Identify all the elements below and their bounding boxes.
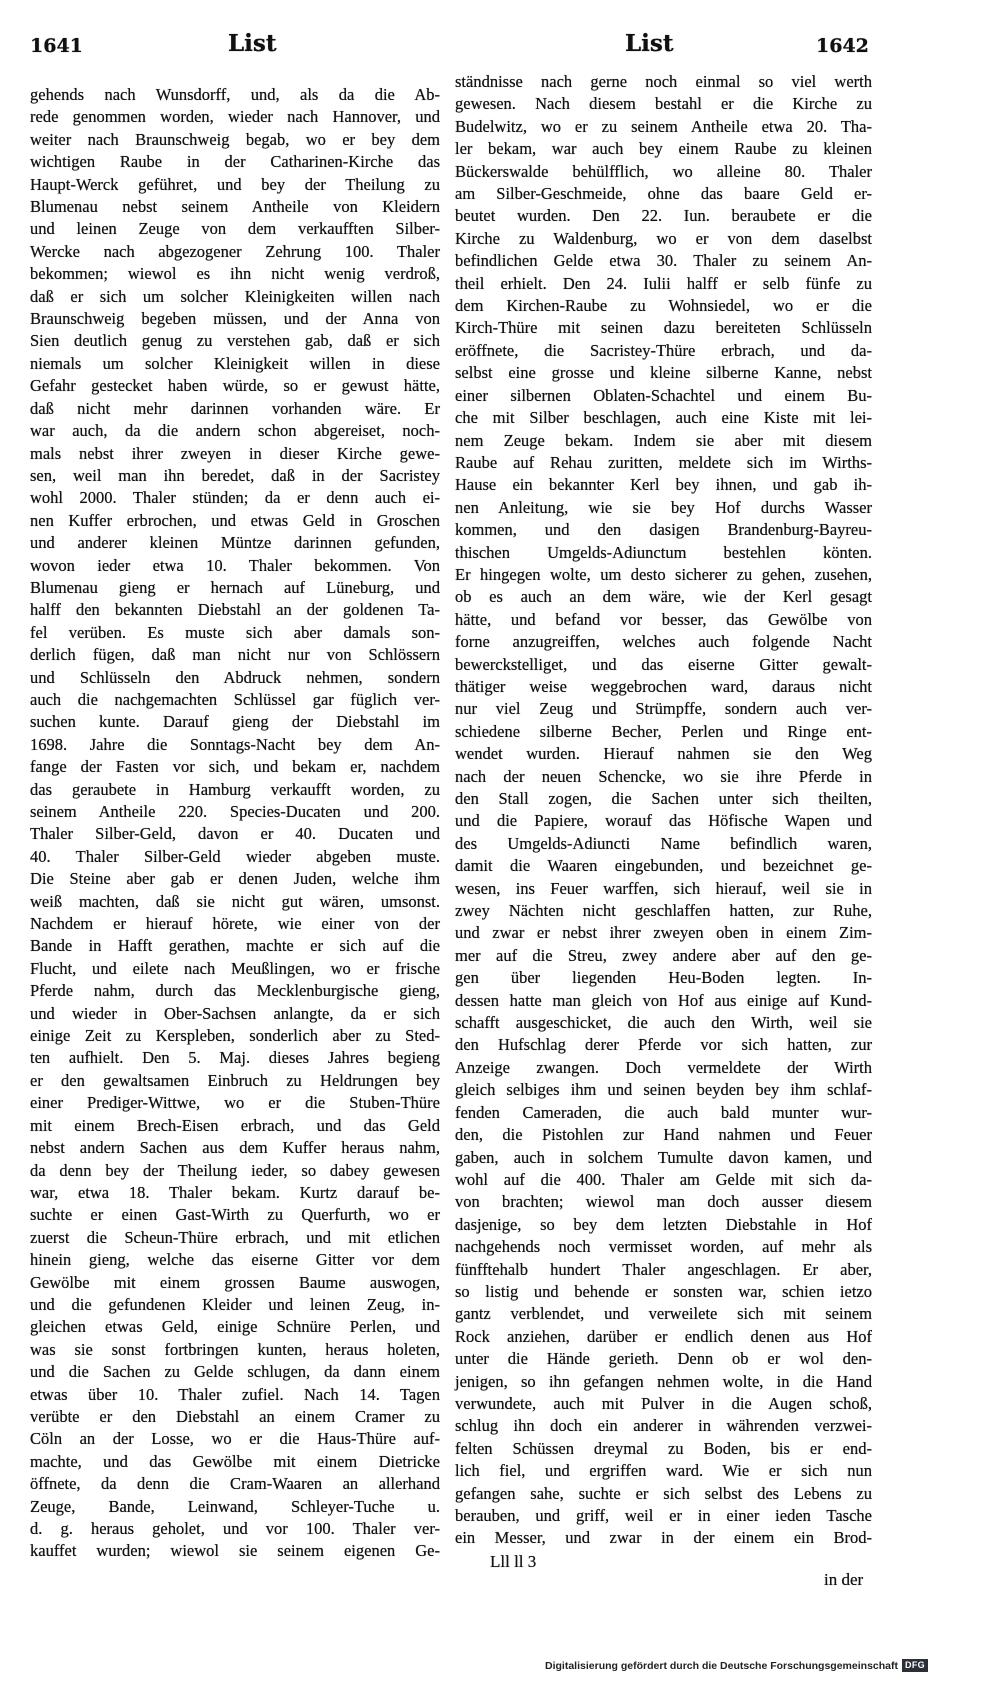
signature-mark: Lll ll 3 (490, 1552, 537, 1571)
digitization-footer (500, 1659, 928, 1672)
text-line: Blumenau nebst seinem Antheile von Kleidern (30, 197, 440, 217)
text-line: Blumenau gieng er hernach auf Lüneburg, und (30, 577, 440, 597)
text-line: gewesen. Nach diesem bestahl er die Kirche zu (455, 94, 872, 114)
page-number-left: 1641 (30, 35, 83, 57)
text-line: öffnete, da denn die Cram-Waaren an allerhand (30, 1474, 440, 1494)
text-line: und die gefundenen Kleider und leinen Zeug, in- (30, 1294, 440, 1314)
text-line: befindlichen Gelde etwa 30. Thaler zu seinem An- (455, 251, 872, 271)
text-line: forne anzugreiffen, welches auch folgende Nacht (455, 632, 872, 652)
text-line: gehends nach Wunsdorff, und, als da die Ab- (30, 85, 440, 104)
text-line: gen über liegenden Heu-Boden legten. In- (455, 968, 872, 988)
text-line: so listig und behende er sonsten war, schien ietzo (455, 1281, 872, 1301)
text-line: Nachdem er hierauf hörete, wie einer von der (30, 914, 440, 934)
text-line: Bückerswalde behülfflich, wo alleine 80. Thaler (455, 161, 872, 181)
text-line: war, etwa 18. Thaler bekam. Kurtz darauf be- (30, 1182, 440, 1202)
text-line: einige Zeit zu Kerspleben, sonderlich aber zu Sted- (30, 1026, 440, 1046)
text-line: gantz verblendet, und verweilete sich mit seinem (455, 1304, 872, 1324)
text-line: verübte er den Diebstahl an einem Cramer zu (30, 1406, 440, 1426)
text-line: einer silbernen Oblaten-Schachtel und einem Bu- (455, 385, 872, 405)
text-line: daß er sich um solcher Kleinigkeiten willen nach (30, 286, 440, 306)
text-line: nen Kuffer erbrochen, und etwas Geld in Groschen (30, 510, 440, 530)
text-line: von brachten; wiewol man doch ausser diesem (455, 1192, 872, 1212)
text-line: verwundete, auch mit Pulver in die Augen schoß, (455, 1393, 872, 1413)
text-line: des Umgelds-Adiuncti Name befindlich waren, (455, 833, 872, 853)
text-line: niemals um solcher Kleinigkeit willen in diese (30, 353, 440, 373)
text-line: wohl 2000. Thaler stünden; da er denn auch ei- (30, 488, 440, 508)
text-line: Gewölbe mit einem grossen Baume auswogen, (30, 1272, 440, 1292)
text-line: bewerckstelliget, und das eiserne Gitter gewalt- (455, 654, 872, 674)
text-line: und zwar er nebst ihrer zweyen oben in einem Zim- (455, 923, 872, 943)
text-line: und leinen Zeuge von dem verkaufften Silber- (30, 219, 440, 239)
text-line: Haupt-Werck geführet, und bey der Theilung zu (30, 174, 440, 194)
text-line: mals nebst ihrer zweyen in dieser Kirche gewe- (30, 443, 440, 463)
text-line: ein Messer, und zwar in der einem ein Brod- (455, 1528, 872, 1548)
text-line: jenigen, so ihn gefangen nehmen wolte, in die Hand (455, 1371, 872, 1391)
text-line: und die Sachen zu Gelde schlugen, da dann einem (30, 1362, 440, 1382)
text-line: wendet wurden. Hierauf nahmen sie den Weg (455, 744, 872, 764)
text-line: kommen, und den dasigen Brandenburg-Bayreu- (455, 520, 872, 540)
text-line: selbst eine grosse und kleine silberne Kanne, nebst (455, 363, 872, 383)
text-line: theil erhielt. Den 24. Iulii halff er selb fünfe zu (455, 273, 872, 293)
column-header-right: List (625, 30, 674, 57)
text-line: unter die Hände gerieth. Denn ob er wol den- (455, 1349, 872, 1369)
text-line: weiß machten, daß sie nicht gut wären, umsonst. (30, 891, 440, 911)
text-line: fünfftehalb hundert Thaler angeschlagen. Er aber, (455, 1259, 872, 1279)
text-line: gleich selbiges ihm und seinen beyden bey ihm schlaf- (455, 1080, 872, 1100)
text-line: Kirch-Thüre mit seinen dazu bereiteten Schlüsseln (455, 318, 872, 338)
text-line: am Silber-Geschmeide, ohne das baare Geld er- (455, 184, 872, 204)
text-line: wovon ieder etwa 10. Thaler bekommen. Von (30, 555, 440, 575)
text-line: 40. Thaler Silber-Geld wieder abgeben muste. (30, 846, 440, 866)
text-line: Raube auf Rehau zuritten, meldete sich im Wirths- (455, 452, 872, 472)
text-line: Zeuge, Bande, Leinwand, Schleyer-Tuche u. (30, 1496, 440, 1516)
text-line: rede genommen worden, wieder nach Hannover, und (30, 107, 440, 127)
text-line: Anzeige zwangen. Doch vermeldete der Wirth (455, 1057, 872, 1077)
text-line: da denn bey der Theilung ieder, so dabey gewesen (30, 1160, 440, 1180)
page-number-right: 1642 (816, 35, 869, 57)
text-line: daß nicht mehr darinnen vorhanden wäre. Er (30, 398, 440, 418)
text-line: schafft ausgeschicket, die auch den Wirth, weil sie (455, 1013, 872, 1033)
text-line: hätte, und befand vor besser, das Gewölbe von (455, 609, 872, 629)
text-line: seinem Antheile 220. Species-Ducaten und 200. (30, 802, 440, 821)
text-line: Flucht, und eilete nach Meußlingen, wo er frische (30, 958, 440, 978)
text-line: wichtigen Raube in der Catharinen-Kirche das (30, 152, 440, 172)
text-line: ten aufhielt. Den 5. Maj. dieses Jahres begieng (30, 1048, 440, 1068)
text-line: suchen kunte. Darauf gieng der Diebstahl im (30, 712, 440, 732)
text-line: kauffet wurden; wiewol sie seinem eigenen Ge- (30, 1541, 440, 1561)
text-line: ob es auch an dem wäre, wie der Kerl gesagt (455, 587, 872, 607)
text-line: d. g. heraus geholet, und vor 100. Thaler ver- (30, 1519, 440, 1538)
left-column (30, 84, 440, 1563)
text-line: den Stall zogen, die Sachen unter sich theilten, (455, 789, 872, 808)
footer-credit-text: Digitalisierung gefördert durch die Deutsche Forschungsgemeinschaft (545, 1659, 898, 1672)
text-line: suchte er einen Gast-Wirth zu Querfurth, wo er (30, 1205, 440, 1225)
text-line: Bande in Hafft gerathen, machte er sich auf die (30, 936, 440, 956)
text-line: nem Zeuge bekam. Indem sie aber mit diesem (455, 430, 872, 450)
text-line: gleichen etwas Geld, einige Schnüre Perlen, und (30, 1317, 440, 1337)
text-line: fange der Fasten vor sich, und bekam er, nachdem (30, 757, 440, 777)
text-line: wesen, ins Feuer warffen, sich hierauf, weil sie in (455, 878, 872, 898)
text-line: weiter nach Braunschweig begab, wo er bey dem (30, 129, 440, 149)
text-line: sen, weil man ihn beredet, daß in der Sacristey (30, 465, 440, 485)
text-line: wohl auf die 400. Thaler am Gelde mit sich da- (455, 1169, 872, 1189)
text-line: Gefahr gestecket haben würde, so er gewust hätte, (30, 376, 440, 396)
text-line: nach der neuen Schencke, wo sie ihre Pferde in (455, 766, 872, 786)
text-line: schiedene silberne Becher, Perlen und Ringe ent- (455, 721, 872, 741)
text-line: fenden Cameraden, die auch bald munter wur- (455, 1102, 872, 1122)
text-line: berauben, und griff, weil er in einer ieden Tasche (455, 1506, 872, 1525)
text-line: was sie sonst fortbringen kunten, heraus holeten, (30, 1339, 440, 1359)
text-line: halff den bekannten Diebstahl an der goldenen Ta- (30, 600, 440, 620)
text-line: Cöln an der Losse, wo er die Haus-Thüre auf- (30, 1429, 440, 1449)
text-line: ler bekam, war auch bey einem Raube zu kleinen (455, 139, 872, 159)
text-line: bekommen; wiewol es ihn nicht wenig verdroß, (30, 264, 440, 284)
text-line: lich fiel, und ergriffen ward. Wie er sich nun (455, 1461, 872, 1481)
text-line: einer Prediger-Wittwe, wo er die Stuben-Thüre (30, 1093, 440, 1113)
text-line: und wieder in Ober-Sachsen anlangte, da er sich (30, 1003, 440, 1023)
text-line: Die Steine aber gab er denen Juden, welche ihm (30, 869, 440, 889)
text-line: zuerst die Scheun-Thüre erbrach, und mit etlichen (30, 1227, 440, 1247)
text-line: war auch, da die andern schon abgereiset, noch- (30, 421, 440, 441)
text-line: und Schlüsseln den Abdruck nehmen, sondern (30, 667, 440, 687)
dfg-logo-icon: DFG (902, 1659, 928, 1672)
text-line: nur viel Zeug und Strümpffe, sondern auch ver- (455, 699, 872, 719)
text-line: Sien deutlich genug zu verstehen gab, daß er sich (30, 331, 440, 351)
text-line: hinein gieng, welche das eiserne Gitter vor dem (30, 1250, 440, 1270)
text-line: nen Anleitung, wie sie bey Hof durchs Wasser (455, 497, 872, 517)
text-line: dem Kirchen-Raube zu Wohnsiedel, wo er die (455, 296, 872, 316)
text-line: Thaler Silber-Geld, davon er 40. Ducaten und (30, 824, 440, 844)
text-line: eröffnete, die Sacristey-Thüre erbrach, und da- (455, 340, 872, 360)
text-line: schlug ihn doch ein anderer in währenden verzwei- (455, 1416, 872, 1436)
text-line: dasjenige, so bey dem letzten Diebstahle in Hof (455, 1214, 872, 1234)
text-line: 1698. Jahre die Sonntags-Nacht bey dem An- (30, 734, 440, 754)
text-line: thischen Umgelds-Adiunctum bestehlen könten. (455, 542, 872, 562)
text-line: und die Papiere, worauf das Höfische Wapen und (455, 811, 872, 831)
right-column (455, 71, 872, 1550)
text-line: fel verüben. Es muste sich aber damals son- (30, 622, 440, 642)
text-line: zwey Nächten nicht geschlaffen hatten, zur Ruhe, (455, 901, 872, 921)
text-line: er den gewaltsamen Einbruch zu Heldrungen bey (30, 1070, 440, 1090)
text-line: den, die Pistohlen zur Hand nahmen und Feuer (455, 1125, 872, 1145)
text-line: Hause ein bekannter Kerl bey ihnen, und gab ih- (455, 475, 872, 495)
text-line: Er hingegen wolte, um desto sicherer zu gehen, zusehen, (455, 564, 872, 584)
text-line: mer auf die Streu, zwey andere aber auf den ge- (455, 945, 872, 965)
text-line: und anderer kleinen Müntze darinnen gefunden, (30, 533, 440, 553)
text-line: damit die Waaren eingebunden, und bezeichnet ge- (455, 856, 872, 876)
text-line: ständnisse nach gerne noch einmal so viel werth (455, 72, 872, 91)
catchword: in der (824, 1570, 864, 1589)
text-line: felten Schüssen dreymal zu Boden, bis er end- (455, 1438, 872, 1458)
text-line: Pferde nahm, durch das Mecklenburgische gieng, (30, 981, 440, 1001)
text-line: Braunschweig begeben müssen, und der Anna von (30, 309, 440, 329)
text-line: nebst andern Sachen aus dem Kuffer heraus nahm, (30, 1138, 440, 1158)
text-line: gefangen sahe, suchte er sich selbst des Lebens zu (455, 1483, 872, 1503)
text-line: etwas über 10. Thaler zufiel. Nach 14. Tagen (30, 1384, 440, 1404)
text-line: dessen hatte man gleich von Hof aus einige auf Kund- (455, 990, 872, 1010)
text-line: das geraubete in Hamburg verkaufft worden, zu (30, 779, 440, 799)
text-line: beutet wurden. Den 22. Iun. beraubete er die (455, 206, 872, 226)
text-line: thätiger weise weggebrochen ward, daraus nicht (455, 676, 872, 696)
text-line: machte, und das Gewölbe mit einem Dietricke (30, 1451, 440, 1471)
text-line: nachgehends noch vermisset worden, auf mehr als (455, 1237, 872, 1257)
column-header-left: List (228, 30, 277, 57)
text-line: auch die nachgemachten Schlüssel gar füglich ver- (30, 689, 440, 709)
text-line: derlich fügen, daß man nicht nur von Schlössern (30, 645, 440, 665)
text-line: Budelwitz, wo er zu seinem Antheile etwa 20. Tha- (455, 116, 872, 136)
text-line: che mit Silber beschlagen, auch eine Kiste mit lei- (455, 408, 872, 428)
text-line: den Hufschlag derer Pferde vor sich hatten, zur (455, 1035, 872, 1055)
text-line: Wercke nach abgezogener Zehrung 100. Thaler (30, 241, 440, 261)
text-line: gaben, auch in solchem Tumulte davon kamen, und (455, 1147, 872, 1167)
text-line: mit einem Brech-Eisen erbrach, und das Geld (30, 1115, 440, 1135)
text-line: Rock anziehen, darüber er endlich denen aus Hof (455, 1326, 872, 1346)
text-line: Kirche zu Waldenburg, wo er von dem daselbst (455, 228, 872, 248)
